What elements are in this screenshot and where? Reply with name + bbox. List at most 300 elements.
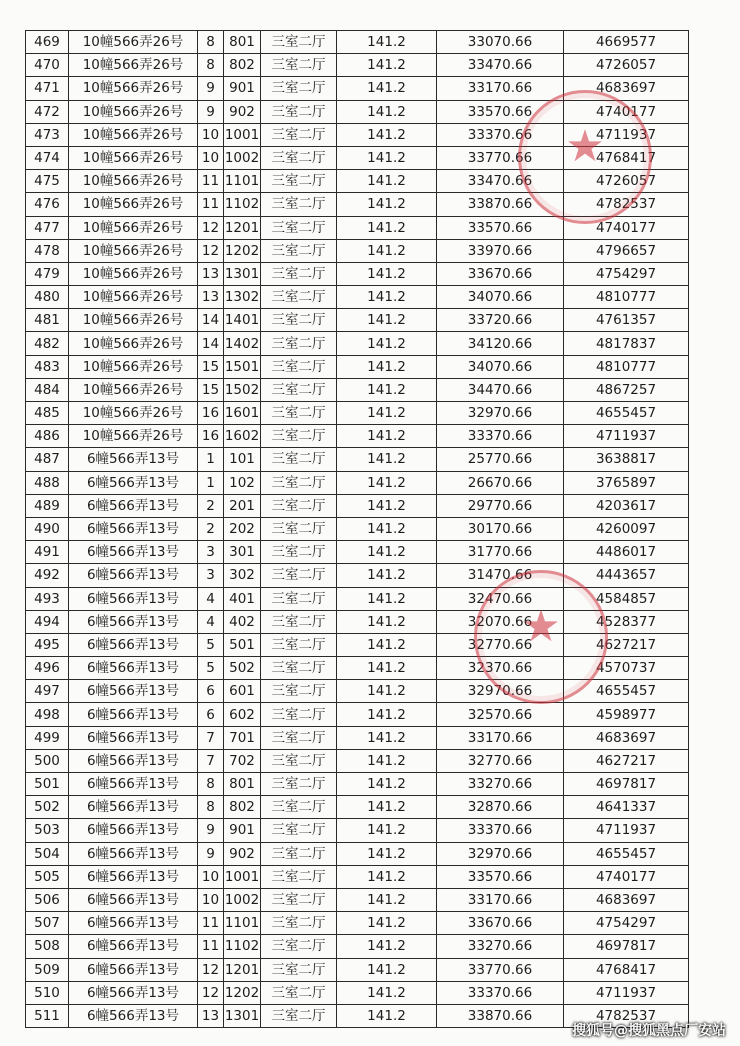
table-row xyxy=(26,355,689,378)
floor-cell: 9 xyxy=(198,819,224,842)
row-number-cell: 472 xyxy=(26,100,69,123)
total-price-cell: 4768417 xyxy=(564,146,689,169)
total-price-cell: 4754297 xyxy=(564,262,689,285)
floor-cell: 1 xyxy=(198,448,224,471)
row-number-cell: 488 xyxy=(26,471,69,494)
layout-cell: 三室二厅 xyxy=(261,471,337,494)
row-number-cell: 490 xyxy=(26,517,69,540)
total-price-cell: 4627217 xyxy=(564,749,689,772)
unit-price-cell: 31470.66 xyxy=(437,564,564,587)
building-cell: 6幢566弄13号 xyxy=(69,633,198,656)
unit-price-cell: 32870.66 xyxy=(437,796,564,819)
unit-price-cell: 34070.66 xyxy=(437,286,564,309)
layout-cell: 三室二厅 xyxy=(261,355,337,378)
table-row xyxy=(26,286,689,309)
building-cell: 10幢566弄26号 xyxy=(69,402,198,425)
building-cell: 10幢566弄26号 xyxy=(69,332,198,355)
area-cell: 141.2 xyxy=(337,378,437,401)
row-number-cell: 484 xyxy=(26,378,69,401)
table-row xyxy=(26,31,689,54)
table-row xyxy=(26,680,689,703)
table-row xyxy=(26,332,689,355)
building-cell: 6幢566弄13号 xyxy=(69,888,198,911)
table-row xyxy=(26,471,689,494)
row-number-cell: 507 xyxy=(26,912,69,935)
unit-price-cell: 32970.66 xyxy=(437,842,564,865)
layout-cell: 三室二厅 xyxy=(261,541,337,564)
table-row xyxy=(26,448,689,471)
building-cell: 6幢566弄13号 xyxy=(69,471,198,494)
layout-cell: 三室二厅 xyxy=(261,657,337,680)
floor-cell: 10 xyxy=(198,865,224,888)
floor-cell: 4 xyxy=(198,610,224,633)
total-price-cell: 4782537 xyxy=(564,193,689,216)
row-number-cell: 509 xyxy=(26,958,69,981)
room-cell: 1202 xyxy=(224,239,261,262)
unit-price-cell: 33570.66 xyxy=(437,865,564,888)
table-row xyxy=(26,77,689,100)
row-number-cell: 489 xyxy=(26,494,69,517)
area-cell: 141.2 xyxy=(337,355,437,378)
table-row xyxy=(26,54,689,77)
room-cell: 1301 xyxy=(224,1004,261,1027)
unit-price-cell: 33570.66 xyxy=(437,216,564,239)
row-number-cell: 477 xyxy=(26,216,69,239)
building-cell: 6幢566弄13号 xyxy=(69,958,198,981)
area-cell: 141.2 xyxy=(337,796,437,819)
table-row xyxy=(26,749,689,772)
table-row xyxy=(26,819,689,842)
layout-cell: 三室二厅 xyxy=(261,262,337,285)
area-cell: 141.2 xyxy=(337,633,437,656)
table-row xyxy=(26,796,689,819)
unit-price-cell: 32070.66 xyxy=(437,610,564,633)
total-price-cell: 4528377 xyxy=(564,610,689,633)
table-row xyxy=(26,610,689,633)
row-number-cell: 506 xyxy=(26,888,69,911)
total-price-cell: 4486017 xyxy=(564,541,689,564)
table-row xyxy=(26,262,689,285)
row-number-cell: 493 xyxy=(26,587,69,610)
total-price-cell: 4443657 xyxy=(564,564,689,587)
table-row xyxy=(26,981,689,1004)
floor-cell: 11 xyxy=(198,935,224,958)
layout-cell: 三室二厅 xyxy=(261,703,337,726)
row-number-cell: 469 xyxy=(26,31,69,54)
area-cell: 141.2 xyxy=(337,819,437,842)
unit-price-cell: 33370.66 xyxy=(437,123,564,146)
row-number-cell: 470 xyxy=(26,54,69,77)
row-number-cell: 498 xyxy=(26,703,69,726)
area-cell: 141.2 xyxy=(337,402,437,425)
layout-cell: 三室二厅 xyxy=(261,54,337,77)
room-cell: 1002 xyxy=(224,888,261,911)
area-cell: 141.2 xyxy=(337,888,437,911)
area-cell: 141.2 xyxy=(337,749,437,772)
building-cell: 10幢566弄26号 xyxy=(69,309,198,332)
floor-cell: 8 xyxy=(198,796,224,819)
layout-cell: 三室二厅 xyxy=(261,494,337,517)
table-row xyxy=(26,494,689,517)
room-cell: 1201 xyxy=(224,958,261,981)
source-watermark: 搜狐号@搜狐黑点厂安站 xyxy=(572,1023,726,1039)
building-cell: 10幢566弄26号 xyxy=(69,100,198,123)
row-number-cell: 476 xyxy=(26,193,69,216)
building-cell: 6幢566弄13号 xyxy=(69,842,198,865)
total-price-cell: 4655457 xyxy=(564,842,689,865)
layout-cell: 三室二厅 xyxy=(261,865,337,888)
layout-cell: 三室二厅 xyxy=(261,888,337,911)
total-price-cell: 4761357 xyxy=(564,309,689,332)
total-price-cell: 3765897 xyxy=(564,471,689,494)
room-cell: 902 xyxy=(224,842,261,865)
unit-price-cell: 33770.66 xyxy=(437,958,564,981)
floor-cell: 11 xyxy=(198,193,224,216)
row-number-cell: 479 xyxy=(26,262,69,285)
unit-price-cell: 25770.66 xyxy=(437,448,564,471)
total-price-cell: 4740177 xyxy=(564,865,689,888)
building-cell: 10幢566弄26号 xyxy=(69,77,198,100)
area-cell: 141.2 xyxy=(337,425,437,448)
floor-cell: 7 xyxy=(198,749,224,772)
table-row xyxy=(26,703,689,726)
area-cell: 141.2 xyxy=(337,703,437,726)
table-row xyxy=(26,564,689,587)
layout-cell: 三室二厅 xyxy=(261,796,337,819)
unit-price-cell: 33670.66 xyxy=(437,262,564,285)
unit-price-cell: 33170.66 xyxy=(437,888,564,911)
room-cell: 1001 xyxy=(224,123,261,146)
row-number-cell: 491 xyxy=(26,541,69,564)
unit-price-cell: 31770.66 xyxy=(437,541,564,564)
table-row xyxy=(26,657,689,680)
table-row xyxy=(26,958,689,981)
room-cell: 901 xyxy=(224,77,261,100)
area-cell: 141.2 xyxy=(337,77,437,100)
room-cell: 801 xyxy=(224,773,261,796)
layout-cell: 三室二厅 xyxy=(261,773,337,796)
total-price-cell: 4726057 xyxy=(564,54,689,77)
floor-cell: 8 xyxy=(198,31,224,54)
layout-cell: 三室二厅 xyxy=(261,819,337,842)
table-row xyxy=(26,239,689,262)
area-cell: 141.2 xyxy=(337,680,437,703)
unit-price-cell: 33770.66 xyxy=(437,146,564,169)
layout-cell: 三室二厅 xyxy=(261,77,337,100)
table-row xyxy=(26,888,689,911)
floor-cell: 3 xyxy=(198,564,224,587)
floor-cell: 5 xyxy=(198,633,224,656)
room-cell: 1202 xyxy=(224,981,261,1004)
room-cell: 402 xyxy=(224,610,261,633)
row-number-cell: 482 xyxy=(26,332,69,355)
area-cell: 141.2 xyxy=(337,1004,437,1027)
floor-cell: 6 xyxy=(198,680,224,703)
floor-cell: 14 xyxy=(198,332,224,355)
total-price-cell: 4726057 xyxy=(564,170,689,193)
building-cell: 6幢566弄13号 xyxy=(69,587,198,610)
row-number-cell: 508 xyxy=(26,935,69,958)
table-row xyxy=(26,633,689,656)
total-price-cell: 4683697 xyxy=(564,726,689,749)
total-price-cell: 4711937 xyxy=(564,123,689,146)
building-cell: 10幢566弄26号 xyxy=(69,146,198,169)
layout-cell: 三室二厅 xyxy=(261,193,337,216)
unit-price-cell: 33470.66 xyxy=(437,170,564,193)
layout-cell: 三室二厅 xyxy=(261,935,337,958)
total-price-cell: 4768417 xyxy=(564,958,689,981)
building-cell: 10幢566弄26号 xyxy=(69,123,198,146)
area-cell: 141.2 xyxy=(337,123,437,146)
row-number-cell: 478 xyxy=(26,239,69,262)
table-row xyxy=(26,773,689,796)
total-price-cell: 4796657 xyxy=(564,239,689,262)
total-price-cell: 4697817 xyxy=(564,773,689,796)
layout-cell: 三室二厅 xyxy=(261,842,337,865)
floor-cell: 4 xyxy=(198,587,224,610)
room-cell: 802 xyxy=(224,54,261,77)
layout-cell: 三室二厅 xyxy=(261,378,337,401)
area-cell: 141.2 xyxy=(337,842,437,865)
room-cell: 401 xyxy=(224,587,261,610)
table-row xyxy=(26,935,689,958)
layout-cell: 三室二厅 xyxy=(261,958,337,981)
unit-price-cell: 33720.66 xyxy=(437,309,564,332)
room-cell: 1502 xyxy=(224,378,261,401)
row-number-cell: 505 xyxy=(26,865,69,888)
building-cell: 10幢566弄26号 xyxy=(69,286,198,309)
building-cell: 6幢566弄13号 xyxy=(69,541,198,564)
building-cell: 6幢566弄13号 xyxy=(69,703,198,726)
area-cell: 141.2 xyxy=(337,262,437,285)
building-cell: 6幢566弄13号 xyxy=(69,935,198,958)
building-cell: 6幢566弄13号 xyxy=(69,796,198,819)
building-cell: 10幢566弄26号 xyxy=(69,193,198,216)
area-cell: 141.2 xyxy=(337,54,437,77)
unit-price-cell: 33870.66 xyxy=(437,193,564,216)
table-row xyxy=(26,216,689,239)
room-cell: 301 xyxy=(224,541,261,564)
unit-price-cell: 32770.66 xyxy=(437,749,564,772)
row-number-cell: 501 xyxy=(26,773,69,796)
room-cell: 802 xyxy=(224,796,261,819)
area-cell: 141.2 xyxy=(337,31,437,54)
price-list-table xyxy=(25,30,689,1028)
total-price-cell: 4867257 xyxy=(564,378,689,401)
unit-price-cell: 33270.66 xyxy=(437,935,564,958)
area-cell: 141.2 xyxy=(337,726,437,749)
building-cell: 10幢566弄26号 xyxy=(69,239,198,262)
row-number-cell: 503 xyxy=(26,819,69,842)
unit-price-cell: 33370.66 xyxy=(437,981,564,1004)
total-price-cell: 4810777 xyxy=(564,286,689,309)
room-cell: 1301 xyxy=(224,262,261,285)
table-row xyxy=(26,865,689,888)
floor-cell: 6 xyxy=(198,703,224,726)
row-number-cell: 495 xyxy=(26,633,69,656)
area-cell: 141.2 xyxy=(337,610,437,633)
unit-price-cell: 26670.66 xyxy=(437,471,564,494)
table-row xyxy=(26,842,689,865)
area-cell: 141.2 xyxy=(337,517,437,540)
row-number-cell: 499 xyxy=(26,726,69,749)
building-cell: 10幢566弄26号 xyxy=(69,355,198,378)
total-price-cell: 4203617 xyxy=(564,494,689,517)
row-number-cell: 473 xyxy=(26,123,69,146)
total-price-cell: 4810777 xyxy=(564,355,689,378)
layout-cell: 三室二厅 xyxy=(261,146,337,169)
row-number-cell: 504 xyxy=(26,842,69,865)
room-cell: 201 xyxy=(224,494,261,517)
layout-cell: 三室二厅 xyxy=(261,309,337,332)
building-cell: 10幢566弄26号 xyxy=(69,425,198,448)
layout-cell: 三室二厅 xyxy=(261,749,337,772)
row-number-cell: 496 xyxy=(26,657,69,680)
floor-cell: 9 xyxy=(198,842,224,865)
area-cell: 141.2 xyxy=(337,935,437,958)
room-cell: 101 xyxy=(224,448,261,471)
row-number-cell: 500 xyxy=(26,749,69,772)
unit-price-cell: 33870.66 xyxy=(437,1004,564,1027)
room-cell: 1201 xyxy=(224,216,261,239)
area-cell: 141.2 xyxy=(337,981,437,1004)
floor-cell: 2 xyxy=(198,494,224,517)
floor-cell: 13 xyxy=(198,262,224,285)
room-cell: 1402 xyxy=(224,332,261,355)
area-cell: 141.2 xyxy=(337,564,437,587)
table-row xyxy=(26,726,689,749)
room-cell: 1102 xyxy=(224,193,261,216)
layout-cell: 三室二厅 xyxy=(261,332,337,355)
room-cell: 1102 xyxy=(224,935,261,958)
building-cell: 6幢566弄13号 xyxy=(69,1004,198,1027)
room-cell: 1002 xyxy=(224,146,261,169)
room-cell: 302 xyxy=(224,564,261,587)
total-price-cell: 4782537 xyxy=(564,1004,689,1027)
table-row xyxy=(26,378,689,401)
unit-price-cell: 33170.66 xyxy=(437,77,564,100)
room-cell: 501 xyxy=(224,633,261,656)
row-number-cell: 502 xyxy=(26,796,69,819)
row-number-cell: 471 xyxy=(26,77,69,100)
floor-cell: 12 xyxy=(198,981,224,1004)
room-cell: 1401 xyxy=(224,309,261,332)
layout-cell: 三室二厅 xyxy=(261,216,337,239)
unit-price-cell: 33270.66 xyxy=(437,773,564,796)
row-number-cell: 486 xyxy=(26,425,69,448)
floor-cell: 9 xyxy=(198,77,224,100)
total-price-cell: 3638817 xyxy=(564,448,689,471)
row-number-cell: 474 xyxy=(26,146,69,169)
layout-cell: 三室二厅 xyxy=(261,517,337,540)
floor-cell: 12 xyxy=(198,239,224,262)
total-price-cell: 4683697 xyxy=(564,77,689,100)
row-number-cell: 497 xyxy=(26,680,69,703)
table-row xyxy=(26,100,689,123)
building-cell: 6幢566弄13号 xyxy=(69,448,198,471)
layout-cell: 三室二厅 xyxy=(261,402,337,425)
unit-price-cell: 34120.66 xyxy=(437,332,564,355)
area-cell: 141.2 xyxy=(337,494,437,517)
building-cell: 10幢566弄26号 xyxy=(69,31,198,54)
row-number-cell: 480 xyxy=(26,286,69,309)
room-cell: 1501 xyxy=(224,355,261,378)
floor-cell: 16 xyxy=(198,402,224,425)
building-cell: 6幢566弄13号 xyxy=(69,494,198,517)
row-number-cell: 511 xyxy=(26,1004,69,1027)
layout-cell: 三室二厅 xyxy=(261,610,337,633)
unit-price-cell: 33370.66 xyxy=(437,425,564,448)
unit-price-cell: 34470.66 xyxy=(437,378,564,401)
total-price-cell: 4740177 xyxy=(564,100,689,123)
table-row xyxy=(26,146,689,169)
floor-cell: 8 xyxy=(198,773,224,796)
unit-price-cell: 29770.66 xyxy=(437,494,564,517)
area-cell: 141.2 xyxy=(337,239,437,262)
unit-price-cell: 33170.66 xyxy=(437,726,564,749)
area-cell: 141.2 xyxy=(337,541,437,564)
area-cell: 141.2 xyxy=(337,587,437,610)
unit-price-cell: 33370.66 xyxy=(437,819,564,842)
seal-star-icon: ★ xyxy=(521,601,561,652)
table-row xyxy=(26,912,689,935)
area-cell: 141.2 xyxy=(337,100,437,123)
floor-cell: 2 xyxy=(198,517,224,540)
floor-cell: 13 xyxy=(198,1004,224,1027)
table-row xyxy=(26,402,689,425)
row-number-cell: 485 xyxy=(26,402,69,425)
room-cell: 701 xyxy=(224,726,261,749)
total-price-cell: 4598977 xyxy=(564,703,689,726)
floor-cell: 5 xyxy=(198,657,224,680)
layout-cell: 三室二厅 xyxy=(261,286,337,309)
total-price-cell: 4260097 xyxy=(564,517,689,540)
table-row xyxy=(26,123,689,146)
table-row xyxy=(26,587,689,610)
area-cell: 141.2 xyxy=(337,332,437,355)
floor-cell: 10 xyxy=(198,123,224,146)
table-row xyxy=(26,541,689,564)
layout-cell: 三室二厅 xyxy=(261,1004,337,1027)
area-cell: 141.2 xyxy=(337,958,437,981)
area-cell: 141.2 xyxy=(337,170,437,193)
unit-price-cell: 33970.66 xyxy=(437,239,564,262)
total-price-cell: 4817837 xyxy=(564,332,689,355)
building-cell: 6幢566弄13号 xyxy=(69,819,198,842)
total-price-cell: 4655457 xyxy=(564,402,689,425)
building-cell: 10幢566弄26号 xyxy=(69,216,198,239)
area-cell: 141.2 xyxy=(337,773,437,796)
total-price-cell: 4711937 xyxy=(564,981,689,1004)
unit-price-cell: 32970.66 xyxy=(437,680,564,703)
row-number-cell: 483 xyxy=(26,355,69,378)
row-number-cell: 475 xyxy=(26,170,69,193)
room-cell: 1602 xyxy=(224,425,261,448)
room-cell: 1302 xyxy=(224,286,261,309)
table-row xyxy=(26,517,689,540)
floor-cell: 7 xyxy=(198,726,224,749)
floor-cell: 11 xyxy=(198,912,224,935)
layout-cell: 三室二厅 xyxy=(261,239,337,262)
total-price-cell: 4740177 xyxy=(564,216,689,239)
room-cell: 1101 xyxy=(224,170,261,193)
floor-cell: 14 xyxy=(198,309,224,332)
floor-cell: 10 xyxy=(198,146,224,169)
unit-price-cell: 33470.66 xyxy=(437,54,564,77)
seal-star-icon: ★ xyxy=(565,121,605,172)
table-row xyxy=(26,170,689,193)
total-price-cell: 4584857 xyxy=(564,587,689,610)
